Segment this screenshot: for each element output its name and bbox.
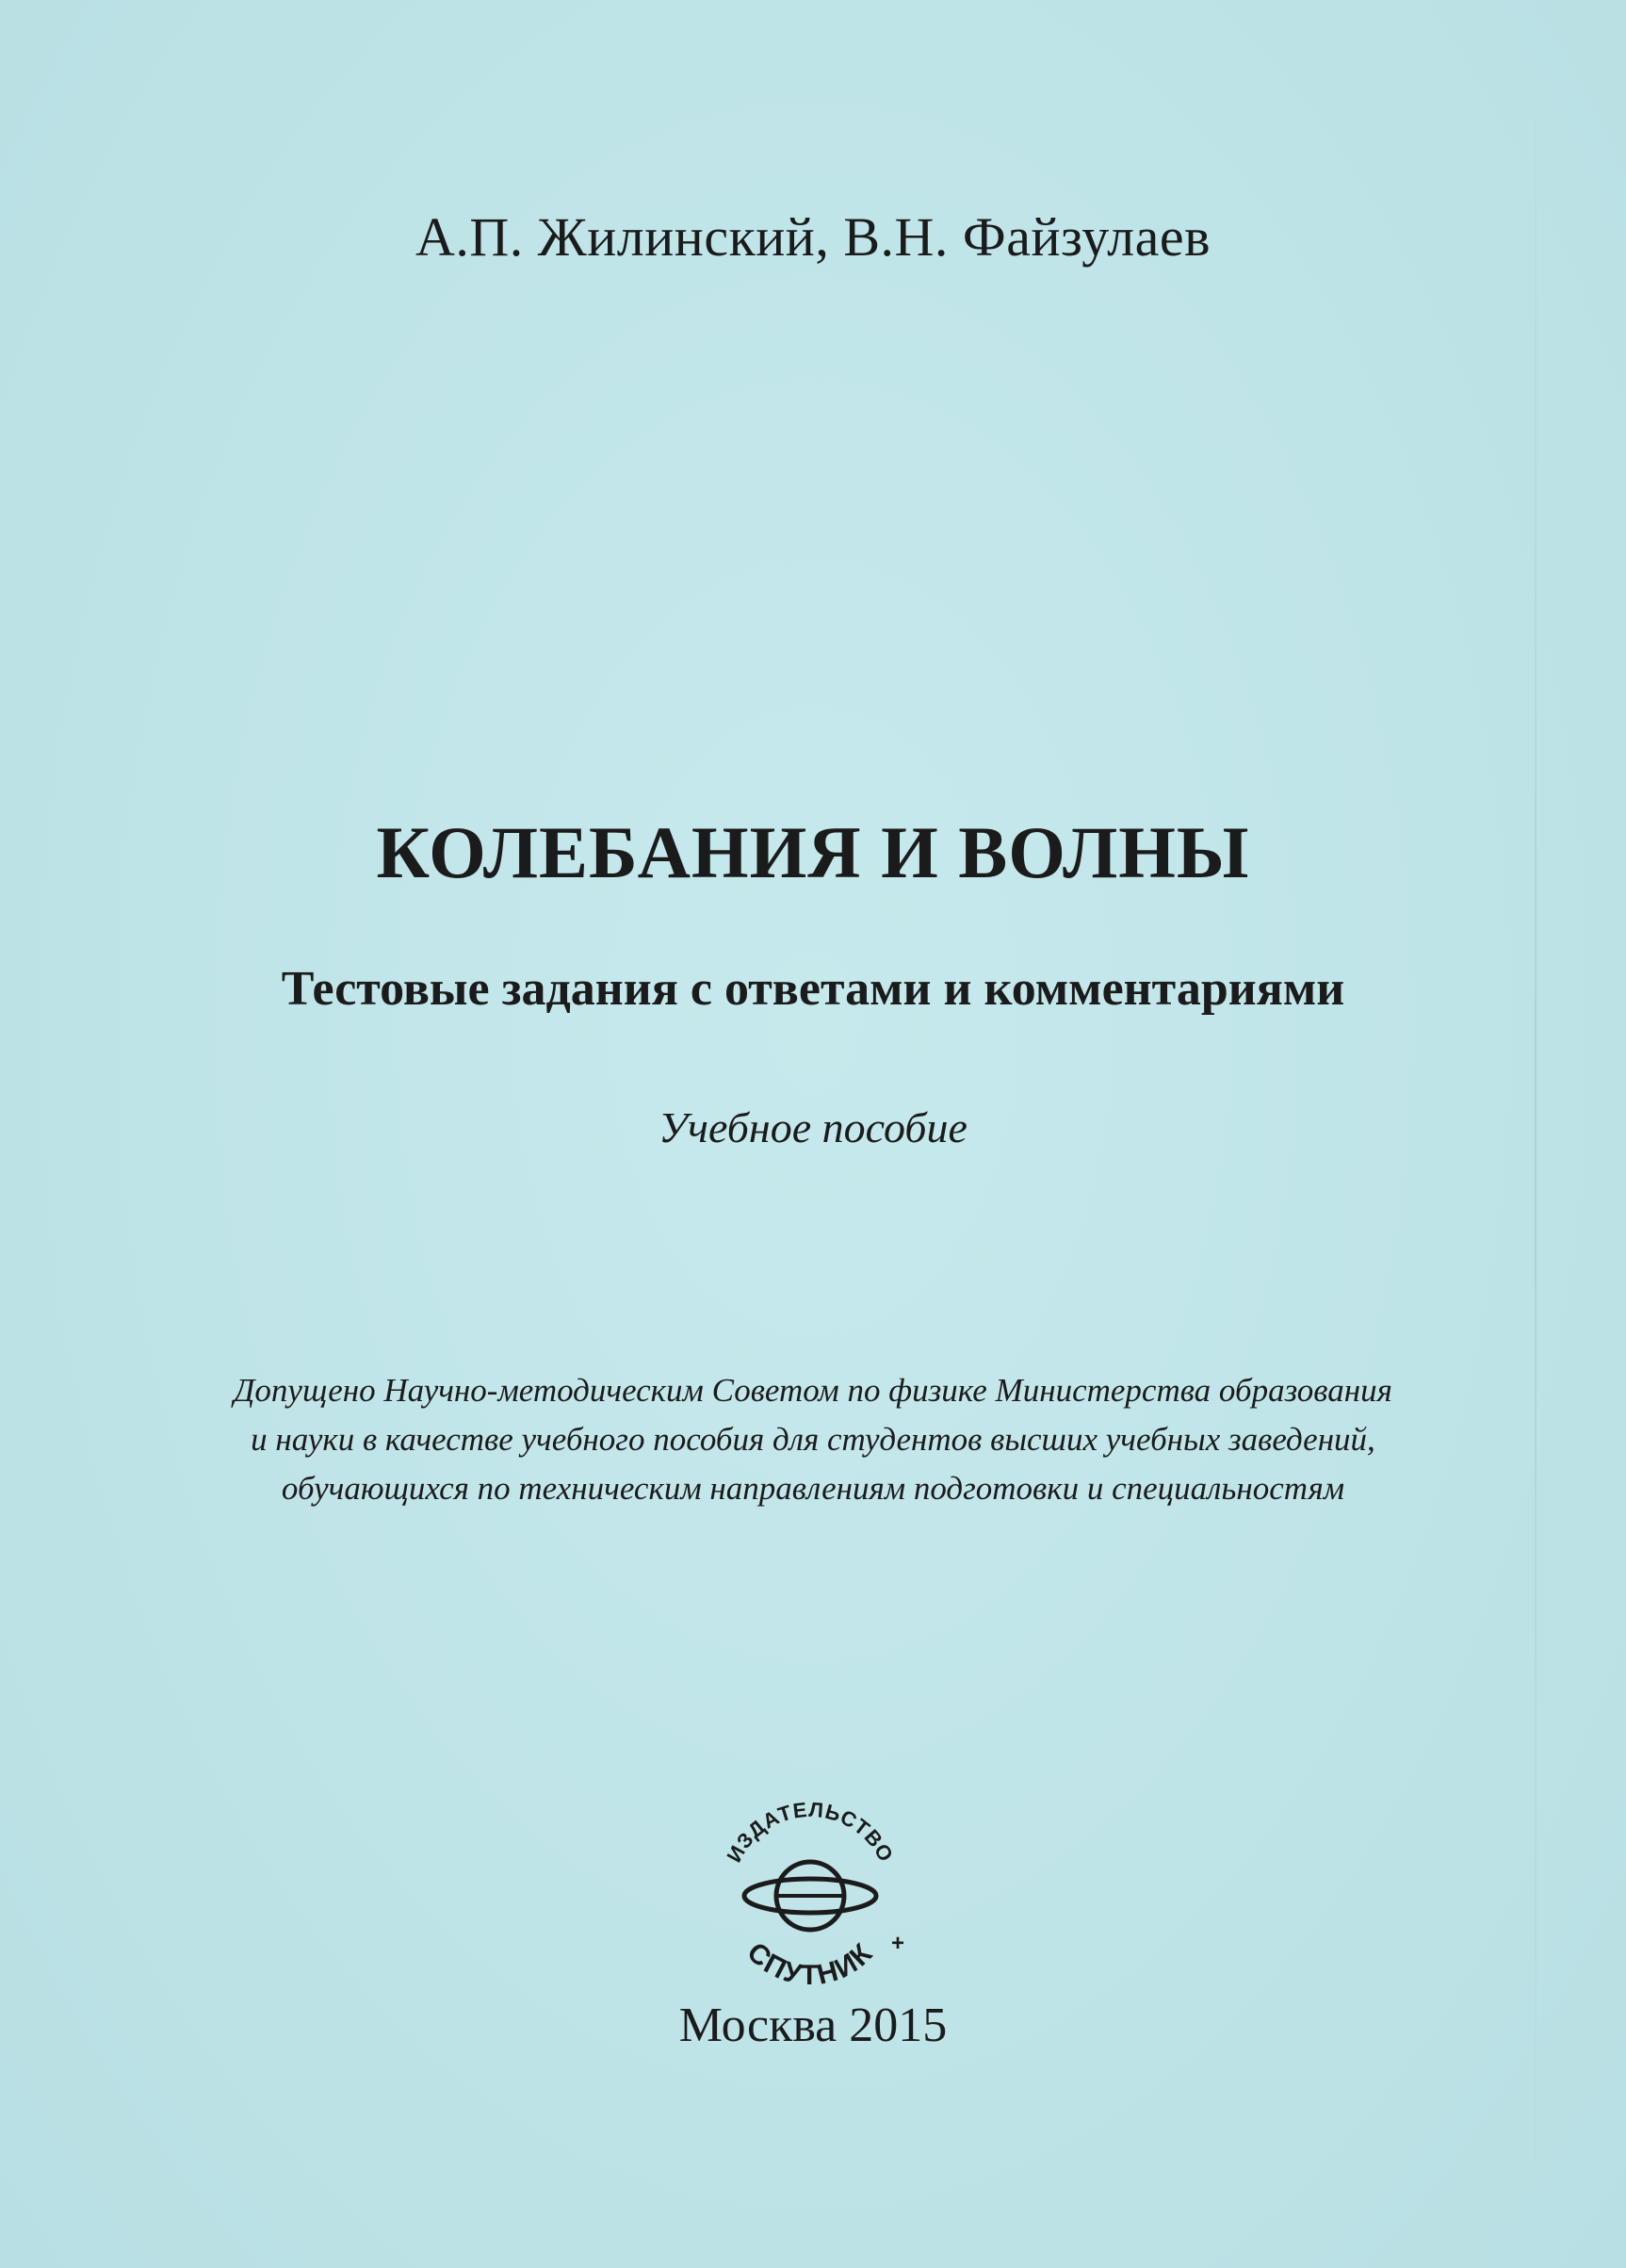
approval-line: и науки в качестве учебного пособия для студентов высших учебных заведений,: [251, 1421, 1375, 1458]
approval-line: обучающихся по техническим направлениям подготовки и специальностям: [281, 1470, 1345, 1507]
planet-icon: [744, 1862, 876, 1930]
approval-note: [151, 1366, 1475, 1513]
logo-bottom-text: СПУТНИК: [740, 1936, 880, 1992]
publisher-logo: [707, 1790, 914, 1998]
book-subtitle: Тестовые задания с ответами и комментариями: [281, 962, 1345, 1016]
logo-top-text: ИЗДАТЕЛЬСТВО: [722, 1797, 899, 1867]
authors: А.П. Жилинский, В.Н. Файзулаев: [415, 206, 1211, 268]
publication-type: Учебное пособие: [659, 1103, 967, 1151]
city-year: Москва 2015: [678, 1999, 948, 2052]
logo-plus: +: [891, 1931, 905, 1956]
book-title: КОЛЕБАНИЯ И ВОЛНЫ: [376, 811, 1250, 893]
approval-line: Допущено Научно-методическим Советом по физике Министерства образования: [234, 1372, 1392, 1409]
